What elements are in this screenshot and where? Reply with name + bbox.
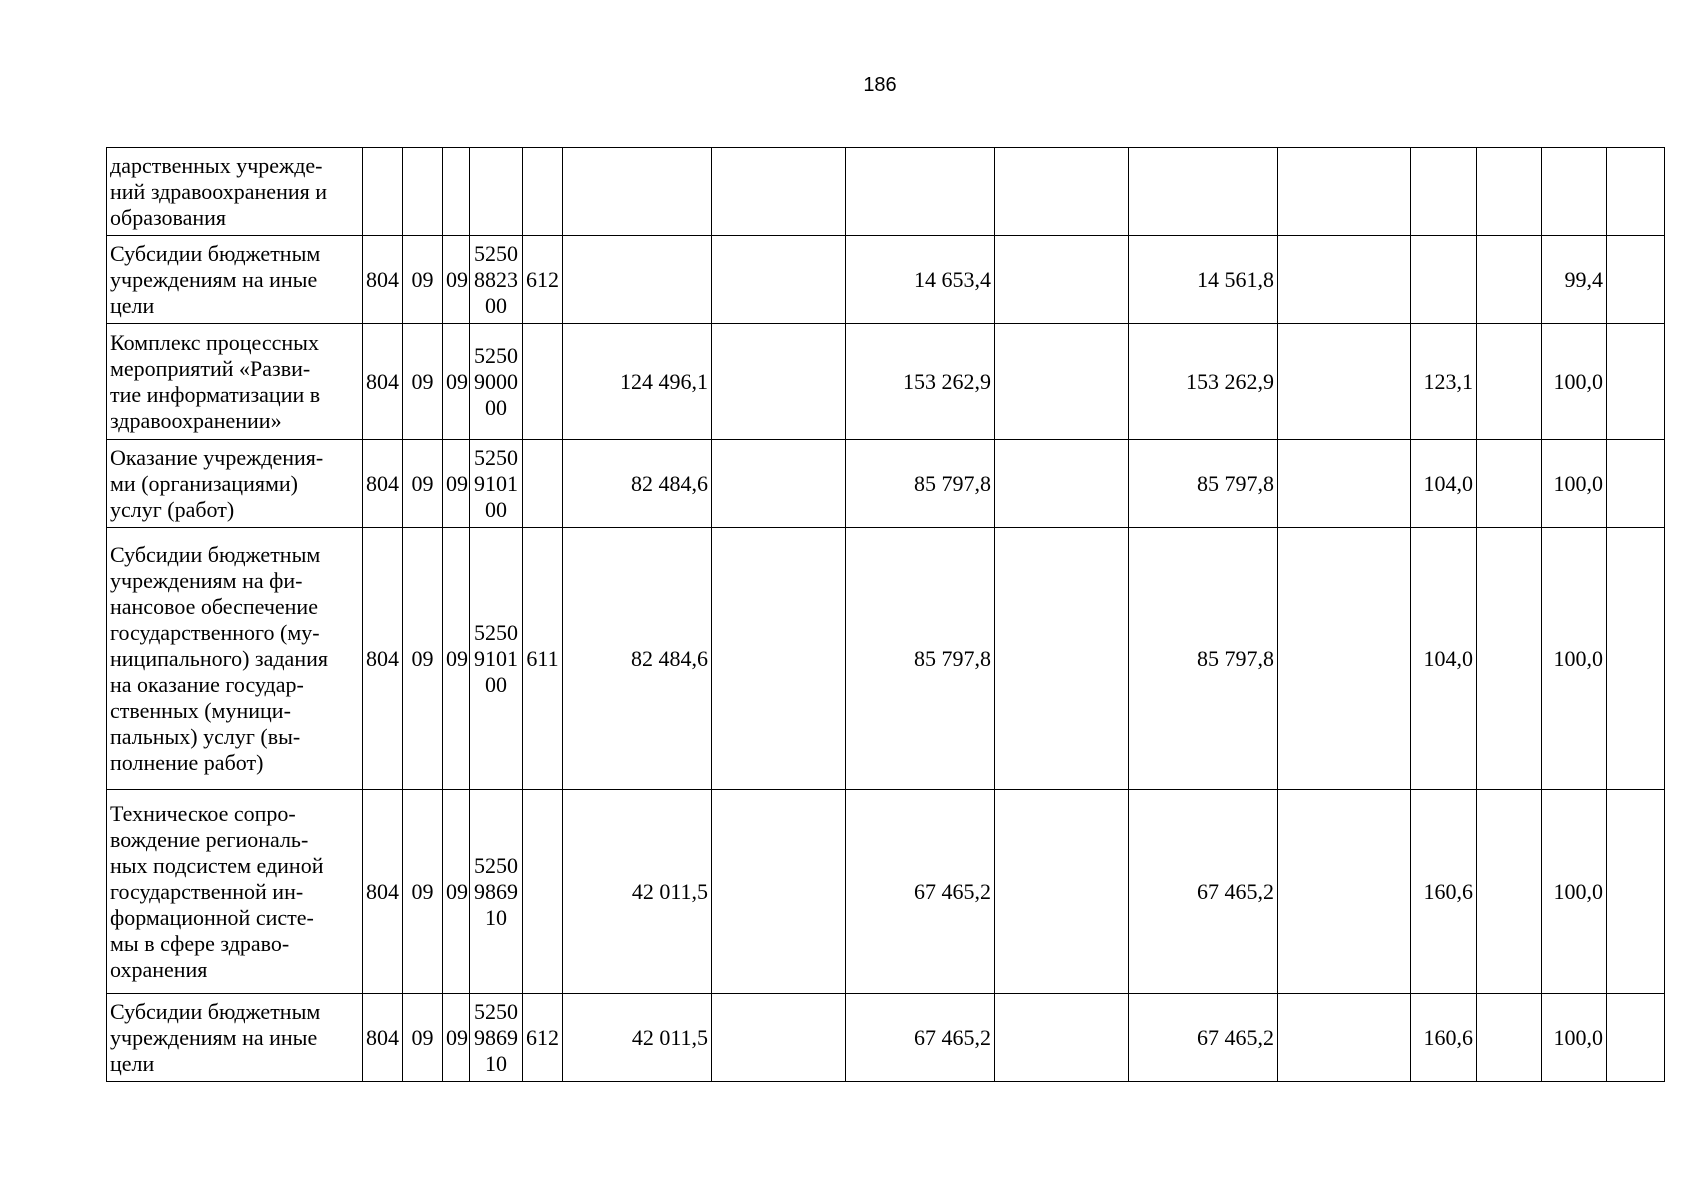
value-cell-c3: 67 465,2 [846, 790, 995, 994]
ved-code-cell: 804 [363, 324, 403, 440]
target-article-line: 8823 [474, 266, 518, 292]
row-name-line: охранения [110, 956, 208, 982]
value-cell-c7: 160,6 [1411, 790, 1477, 994]
value-cell-c7: 104,0 [1411, 440, 1477, 528]
row-name-cell [107, 440, 363, 528]
section-code-cell: 09 [403, 324, 443, 440]
table-row [107, 440, 1665, 528]
row-name-cell [107, 994, 363, 1082]
value-cell-c8 [1477, 324, 1542, 440]
subsection-code-cell: 09 [443, 994, 470, 1082]
value-cell-c7 [1411, 236, 1477, 324]
value-cell-c2 [712, 440, 846, 528]
value-cell-c5: 67 465,2 [1129, 790, 1278, 994]
section-code-cell: 09 [403, 440, 443, 528]
target-article-line: 5250 [474, 619, 518, 645]
value-cell-c6 [1278, 528, 1411, 790]
row-name-line: учреждениям на иные [110, 266, 318, 292]
value-cell-c10 [1607, 324, 1665, 440]
target-article-line: 5250 [474, 342, 518, 368]
subsection-code-cell [443, 148, 470, 236]
value-cell-c5: 85 797,8 [1129, 440, 1278, 528]
target-article-cell [470, 324, 523, 440]
row-name-line: государственного (му- [110, 619, 320, 645]
value-cell-c3: 85 797,8 [846, 528, 995, 790]
value-cell-c4 [995, 994, 1129, 1082]
ved-code-cell: 804 [363, 994, 403, 1082]
value-cell-c1: 124 496,1 [563, 324, 712, 440]
value-cell-c10 [1607, 528, 1665, 790]
target-article-cell [470, 994, 523, 1082]
value-cell-c5 [1129, 148, 1278, 236]
page-number: 186 [863, 74, 897, 96]
row-name-cell [107, 528, 363, 790]
row-name-line: Субсидии бюджетным [110, 998, 321, 1024]
subsection-code-cell: 09 [443, 528, 470, 790]
target-article-line: 9869 [474, 1024, 518, 1050]
row-name-line: Субсидии бюджетным [110, 541, 321, 567]
value-cell-c6 [1278, 324, 1411, 440]
value-cell-c10 [1607, 236, 1665, 324]
value-cell-c5: 14 561,8 [1129, 236, 1278, 324]
row-name-line: здравоохранении» [110, 407, 282, 433]
value-cell-c4 [995, 528, 1129, 790]
target-article-line: 5250 [474, 852, 518, 878]
row-name-line: цели [110, 292, 155, 318]
table-row [107, 148, 1665, 236]
value-cell-c9: 100,0 [1542, 790, 1607, 994]
value-cell-c5: 85 797,8 [1129, 528, 1278, 790]
target-article-line: 9101 [474, 470, 518, 496]
value-cell-c4 [995, 148, 1129, 236]
ved-code-cell: 804 [363, 790, 403, 994]
value-cell-c1: 42 011,5 [563, 994, 712, 1082]
value-cell-c7: 123,1 [1411, 324, 1477, 440]
subsection-code-cell: 09 [443, 324, 470, 440]
table-body [107, 148, 1665, 1082]
row-name-line: пальных) услуг (вы- [110, 723, 301, 749]
value-cell-c2 [712, 994, 846, 1082]
value-cell-c3 [846, 148, 995, 236]
value-cell-c3: 85 797,8 [846, 440, 995, 528]
target-article-line: 10 [485, 904, 507, 930]
target-article-line: 5250 [474, 444, 518, 470]
target-article-cell [470, 790, 523, 994]
target-article-cell [470, 440, 523, 528]
row-name-line: мы в сфере здраво- [110, 930, 290, 956]
row-name-line: Оказание учреждения- [110, 444, 324, 470]
table-row [107, 324, 1665, 440]
value-cell-c6 [1278, 790, 1411, 994]
value-cell-c4 [995, 236, 1129, 324]
ved-code-cell [363, 148, 403, 236]
value-cell-c8 [1477, 994, 1542, 1082]
subsection-code-cell: 09 [443, 236, 470, 324]
value-cell-c6 [1278, 994, 1411, 1082]
row-name-line: учреждениям на иные [110, 1024, 318, 1050]
row-name-line: нансовое обеспечение [110, 593, 318, 619]
value-cell-c8 [1477, 236, 1542, 324]
ved-code-cell: 804 [363, 236, 403, 324]
target-article-line: 00 [485, 496, 507, 522]
value-cell-c6 [1278, 236, 1411, 324]
row-name-line: полнение работ) [110, 749, 264, 775]
value-cell-c2 [712, 528, 846, 790]
value-cell-c9 [1542, 148, 1607, 236]
row-name-line: учреждениям на фи- [110, 567, 303, 593]
value-cell-c8 [1477, 528, 1542, 790]
subsection-code-cell: 09 [443, 440, 470, 528]
value-cell-c7: 160,6 [1411, 994, 1477, 1082]
expense-type-cell [523, 440, 563, 528]
value-cell-c1 [563, 148, 712, 236]
target-article-cell [470, 148, 523, 236]
value-cell-c9: 100,0 [1542, 994, 1607, 1082]
expense-type-cell: 611 [523, 528, 563, 790]
value-cell-c4 [995, 790, 1129, 994]
value-cell-c6 [1278, 440, 1411, 528]
value-cell-c9: 100,0 [1542, 528, 1607, 790]
row-name-line: Комплекс процессных [110, 329, 319, 355]
ved-code-cell: 804 [363, 528, 403, 790]
target-article-line: 00 [485, 292, 507, 318]
value-cell-c5: 67 465,2 [1129, 994, 1278, 1082]
expense-type-cell [523, 790, 563, 994]
target-article-line: 9869 [474, 878, 518, 904]
target-article-line: 10 [485, 1050, 507, 1076]
row-name-line: на оказание государ- [110, 671, 304, 697]
row-name-cell [107, 148, 363, 236]
expense-type-cell: 612 [523, 994, 563, 1082]
value-cell-c4 [995, 440, 1129, 528]
target-article-line: 00 [485, 671, 507, 697]
row-name-line: Субсидии бюджетным [110, 240, 321, 266]
value-cell-c10 [1607, 790, 1665, 994]
value-cell-c2 [712, 324, 846, 440]
row-name-line: государственной ин- [110, 878, 304, 904]
expense-type-cell [523, 148, 563, 236]
value-cell-c6 [1278, 148, 1411, 236]
value-cell-c2 [712, 148, 846, 236]
table-row [107, 790, 1665, 994]
row-name-line: цели [110, 1050, 155, 1076]
target-article-line: 00 [485, 394, 507, 420]
row-name-line: тие информатизации в [110, 381, 321, 407]
value-cell-c8 [1477, 440, 1542, 528]
value-cell-c1: 82 484,6 [563, 440, 712, 528]
value-cell-c2 [712, 236, 846, 324]
value-cell-c1: 82 484,6 [563, 528, 712, 790]
budget-table [106, 147, 1665, 1082]
value-cell-c2 [712, 790, 846, 994]
target-article-line: 9000 [474, 368, 518, 394]
row-name-line: услуг (работ) [110, 496, 235, 522]
ved-code-cell: 804 [363, 440, 403, 528]
row-name-line: ми (организациями) [110, 470, 298, 496]
value-cell-c9: 100,0 [1542, 324, 1607, 440]
target-article-cell [470, 528, 523, 790]
value-cell-c8 [1477, 148, 1542, 236]
row-name-line: мероприятий «Разви- [110, 355, 311, 381]
value-cell-c9: 100,0 [1542, 440, 1607, 528]
row-name-line: ственных (муници- [110, 697, 291, 723]
expense-type-cell [523, 324, 563, 440]
value-cell-c7: 104,0 [1411, 528, 1477, 790]
value-cell-c3: 67 465,2 [846, 994, 995, 1082]
target-article-line: 5250 [474, 998, 518, 1024]
section-code-cell: 09 [403, 236, 443, 324]
value-cell-c7 [1411, 148, 1477, 236]
value-cell-c3: 14 653,4 [846, 236, 995, 324]
row-name-cell [107, 324, 363, 440]
section-code-cell: 09 [403, 994, 443, 1082]
row-name-cell [107, 236, 363, 324]
value-cell-c1 [563, 236, 712, 324]
row-name-line: ниципального) задания [110, 645, 328, 671]
value-cell-c10 [1607, 148, 1665, 236]
row-name-line: Техническое сопро- [110, 800, 296, 826]
value-cell-c3: 153 262,9 [846, 324, 995, 440]
value-cell-c8 [1477, 790, 1542, 994]
row-name-line: дарственных учрежде- [110, 152, 323, 178]
target-article-cell [470, 236, 523, 324]
section-code-cell: 09 [403, 790, 443, 994]
target-article-line: 5250 [474, 240, 518, 266]
section-code-cell [403, 148, 443, 236]
row-name-line: ных подсистем единой [110, 852, 324, 878]
row-name-line: вождение региональ- [110, 826, 309, 852]
row-name-cell [107, 790, 363, 994]
row-name-line: образования [110, 204, 227, 230]
value-cell-c1: 42 011,5 [563, 790, 712, 994]
section-code-cell: 09 [403, 528, 443, 790]
row-name-line: ний здравоохранения и [110, 178, 328, 204]
value-cell-c10 [1607, 994, 1665, 1082]
value-cell-c5: 153 262,9 [1129, 324, 1278, 440]
row-name-line: формационной систе- [110, 904, 314, 930]
value-cell-c10 [1607, 440, 1665, 528]
value-cell-c4 [995, 324, 1129, 440]
target-article-line: 9101 [474, 645, 518, 671]
subsection-code-cell: 09 [443, 790, 470, 994]
value-cell-c9: 99,4 [1542, 236, 1607, 324]
expense-type-cell: 612 [523, 236, 563, 324]
table-row [107, 528, 1665, 790]
table-row [107, 994, 1665, 1082]
table-row [107, 236, 1665, 324]
